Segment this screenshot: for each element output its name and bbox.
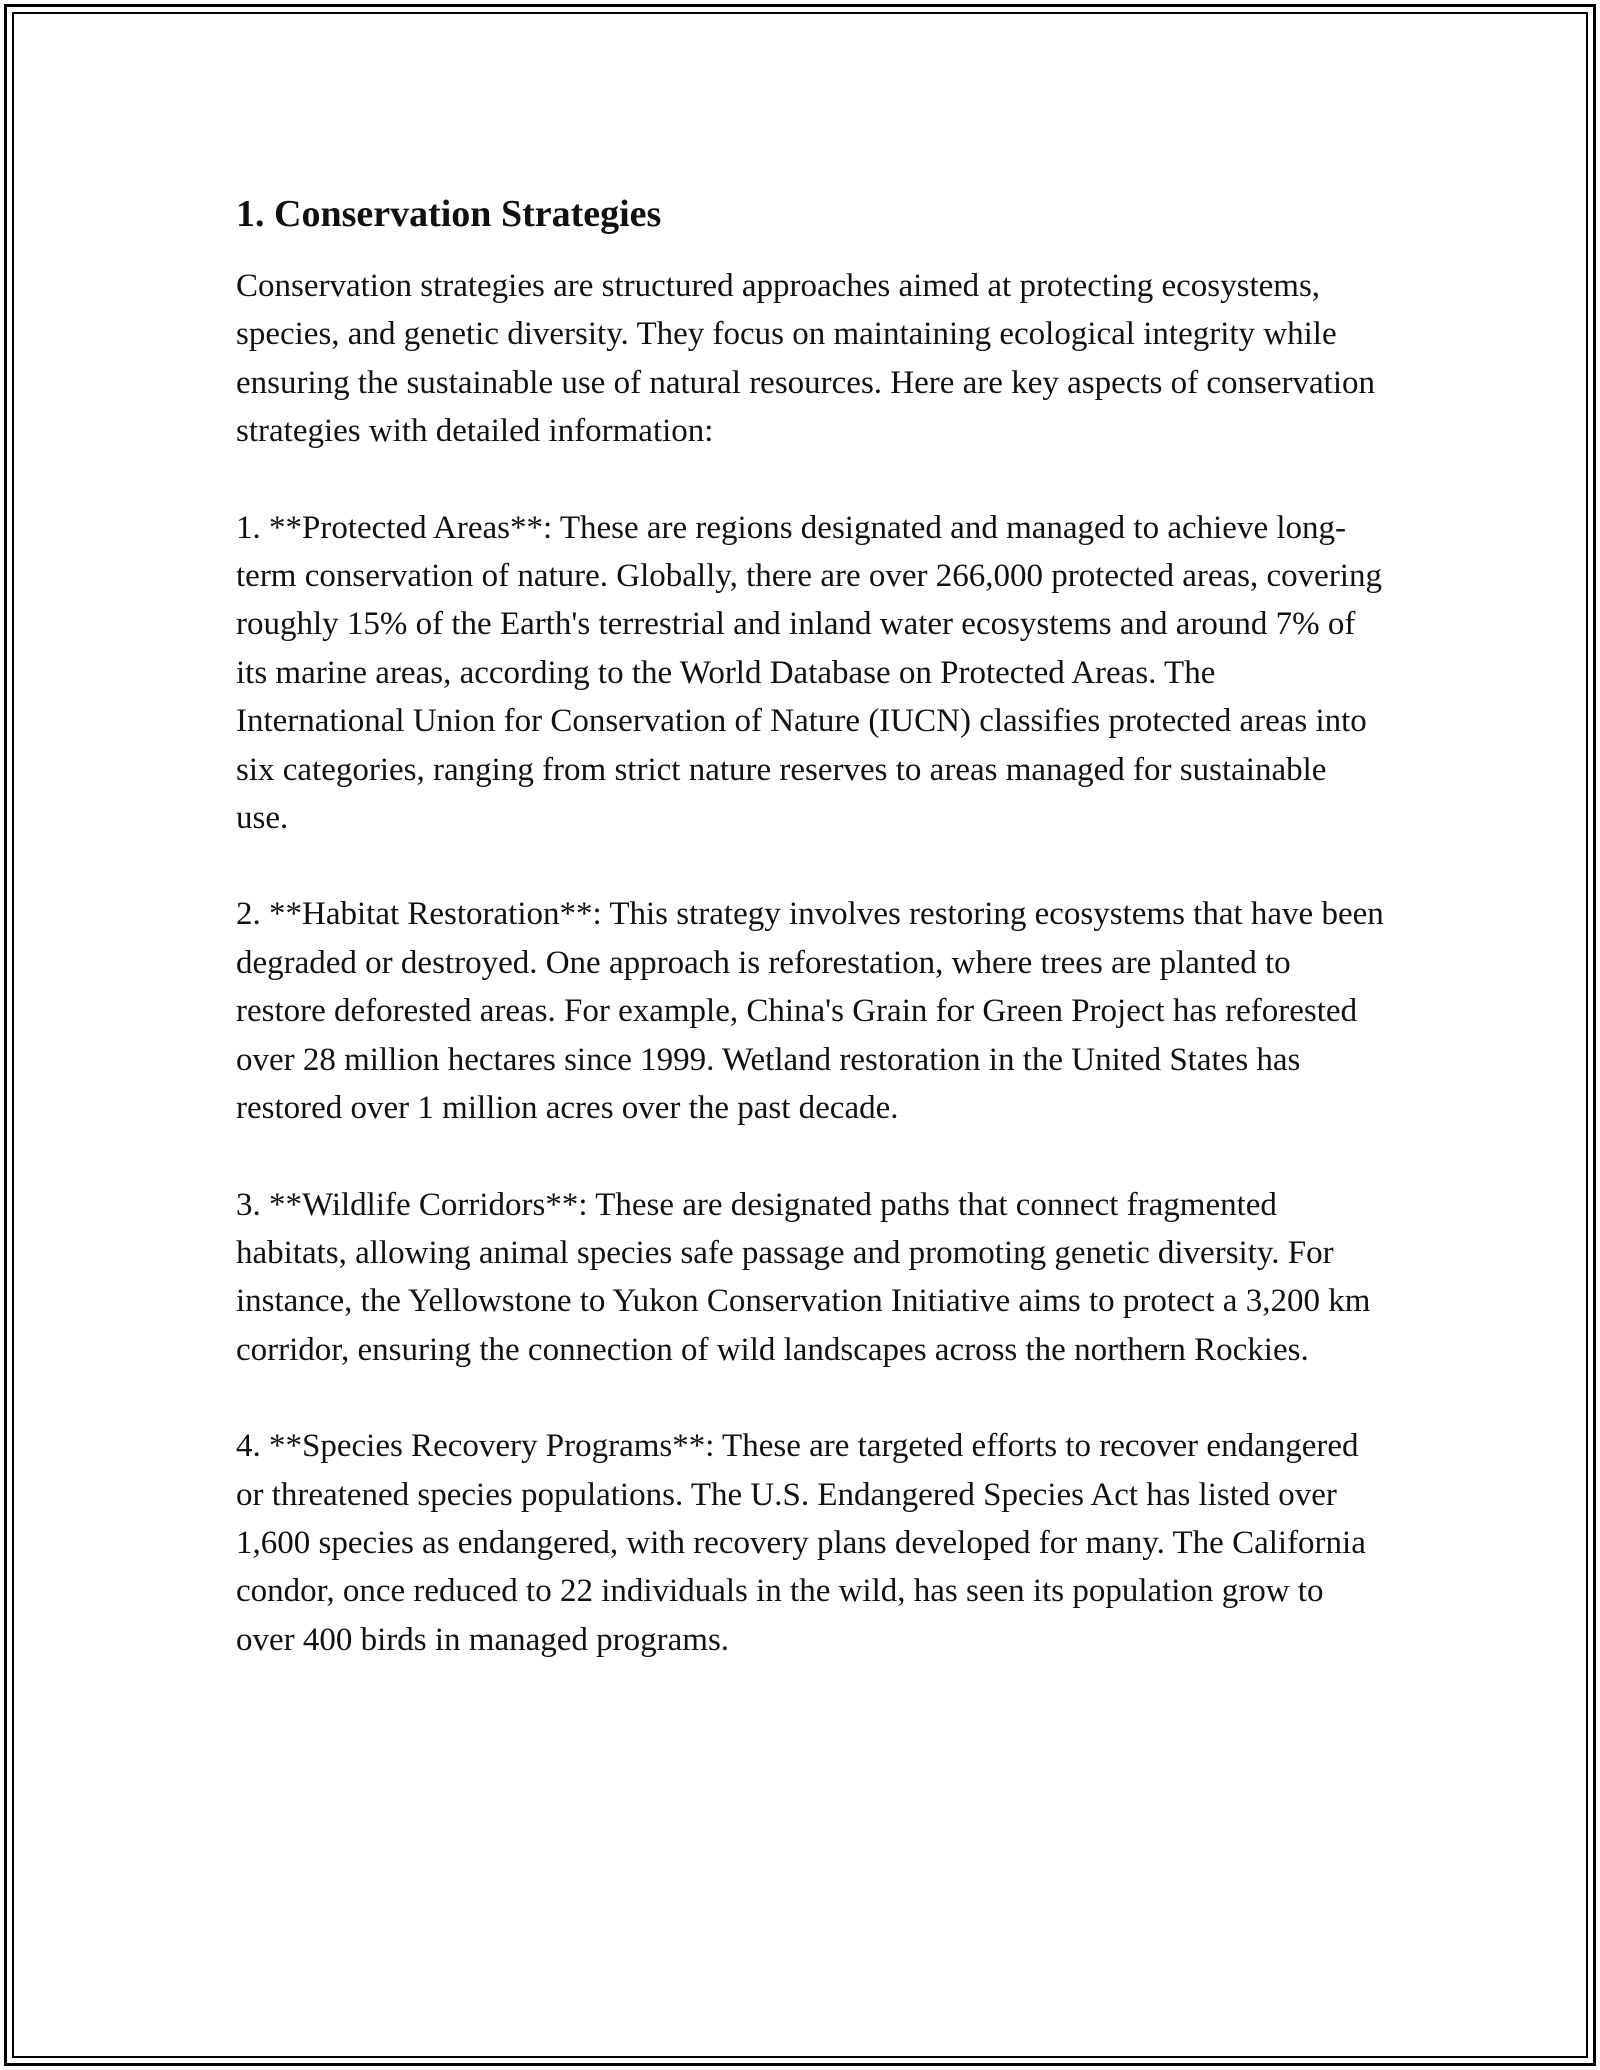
document-body [236,188,1386,1712]
item-species-recovery: 4. **Species Recovery Programs**: These are targeted efforts to recover endangered or threatened species populations. The U.S. Endangered Species Act has listed over 1,600 species as endangered, with recovery plans developed for many. The California condor, once reduced to 22 individuals in the wild, has seen its population grow to over 400 birds in managed programs. [236,1428,1366,1658]
item-wildlife-corridors: 3. **Wildlife Corridors**: These are designated paths that connect fragmented habitats, allowing animal species safe passage and promoting genetic diversity. For instance, the Yellowstone to Yukon Conservation Initiative aims to protect a 3,200 km corridor, ensuring the connection of wild landscapes across the northern Rockies. [236,1186,1371,1368]
section-heading: 1. Conservation Strategies [236,193,662,235]
intro-paragraph: Conservation strategies are structured approaches aimed at protecting ecosystems, species, and genetic diversity. They focus on maintaining ecological integrity while ensuring the sustainable use of natural resources. Here are key aspects of conservation strategies with detailed information: [236,268,1375,450]
item-protected-areas: 1. **Protected Areas**: These are regions designated and managed to achieve long-term conservation of nature. Globally, there are over 266,000 protected areas, covering roughly 15% of the Earth's terrestrial and inland water ecosystems and around 7% of its marine areas, according to the World Database on Protected Areas. The International Union for Conservation of Nature (IUCN) classifies protected areas into six categories, ranging from strict nature reserves to areas managed for sustainable use. [236,509,1382,837]
item-habitat-restoration: 2. **Habitat Restoration**: This strategy involves restoring ecosystems that have been degraded or destroyed. One approach is reforestation, where trees are planted to restore deforested areas. For example, China's Grain for Green Project has reforested over 28 million hectares since 1999. Wetland restoration in the United States has restored over 1 million acres over the past decade. [236,896,1384,1127]
